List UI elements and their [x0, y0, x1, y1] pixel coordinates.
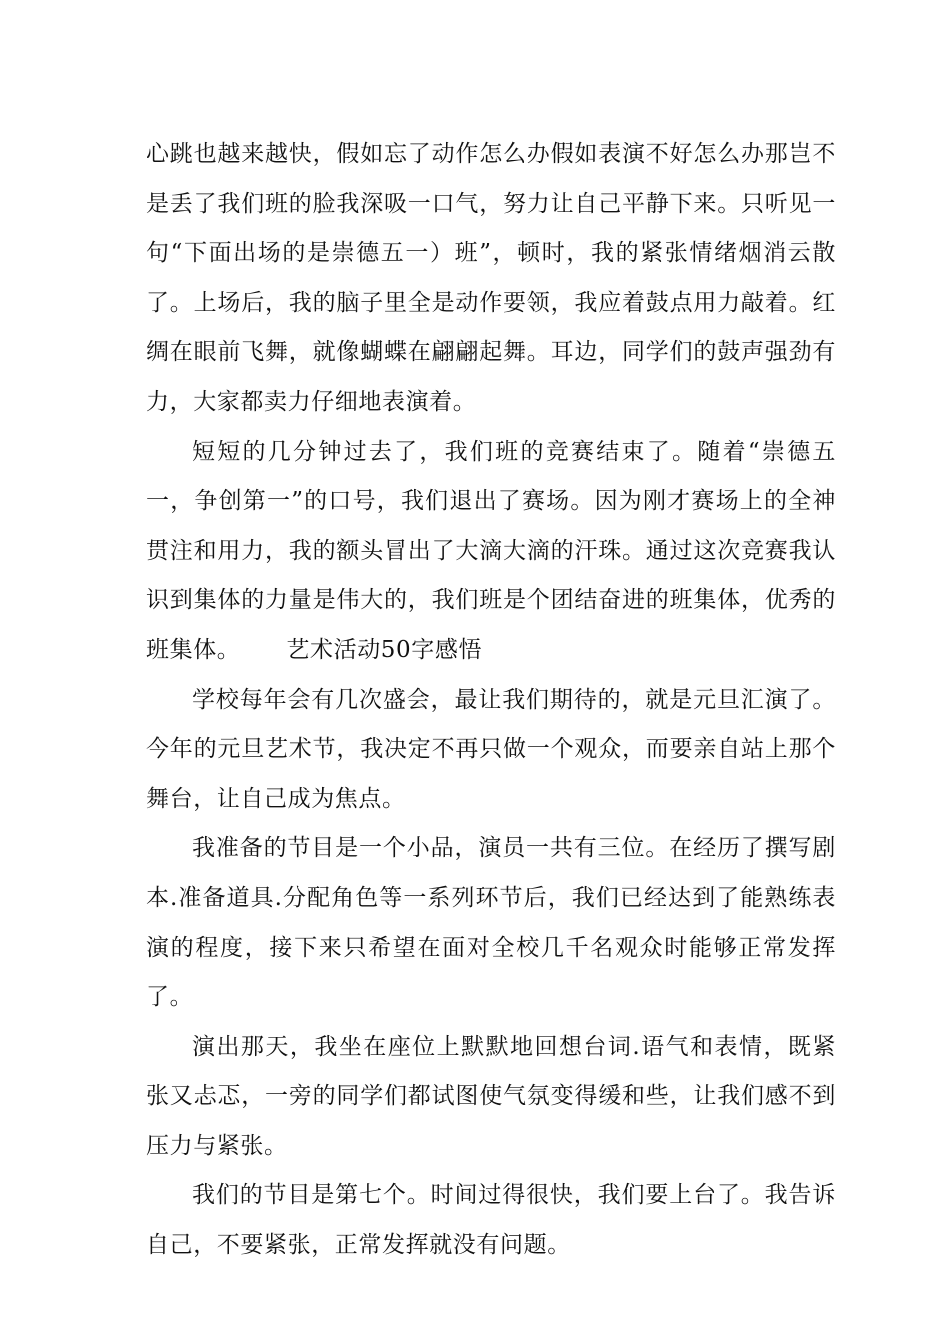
paragraph-5 [146, 1023, 836, 1172]
document-body [146, 130, 836, 1271]
paragraph-6 [146, 1171, 836, 1270]
paragraph-4 [146, 824, 836, 1022]
paragraph-text: 我们的节目是第七个。时间过得很快，我们要上台了。我告诉自己，不要紧张，正常发挥就没有问题。 [146, 1182, 836, 1259]
paragraph-text: 我准备的节目是一个小品，演员一共有三位。在经历了撰写剧本.准备道具.分配角色等一系列环节后，我们已经达到了能熟练表演的程度，接下来只希望在面对全校几千名观众时能够正常发挥了。 [146, 835, 836, 1011]
paragraph-1 [146, 130, 836, 428]
paragraph-text: 演出那天，我坐在座位上默默地回想台词.语气和表情，既紧张又忐忑，一旁的同学们都试图使气氛变得缓和些，让我们感不到压力与紧张。 [146, 1033, 836, 1159]
paragraph-2 [146, 428, 836, 676]
paragraph-text: 短短的几分钟过去了，我们班的竞赛结束了。随着“崇德五一，争创第一”的口号，我们退出了赛场。因为刚才赛场上的全神贯注和用力，我的额头冒出了大滴大滴的汗珠。通过这次竞赛我认识到集体的力量是伟大的，我们班是个团结奋进的班集体，优秀的班集体。 [146, 438, 836, 663]
paragraph-3 [146, 676, 836, 825]
paragraph-text: 心跳也越来越快，假如忘了动作怎么办假如表演不好怎么办那岂不是丢了我们班的脸我深吸一口气，努力让自己平静下来。只听见一句“下面出场的是崇德五一）班”，顿时，我的紧张情绪烟消云散了。上场后，我的脑子里全是动作要领，我应着鼓点用力敲着。红绸在眼前飞舞，就像蝴蝶在翩翩起舞。耳边，同学们的鼓声强劲有力，大家都卖力仔细地表演着。 [146, 141, 836, 415]
paragraph-text: 学校每年会有几次盛会，最让我们期待的，就是元旦汇演了。今年的元旦艺术节，我决定不再只做一个观众，而要亲自站上那个舞台，让自己成为焦点。 [146, 686, 836, 812]
inline-heading: 艺术活动50字感悟 [286, 636, 483, 663]
